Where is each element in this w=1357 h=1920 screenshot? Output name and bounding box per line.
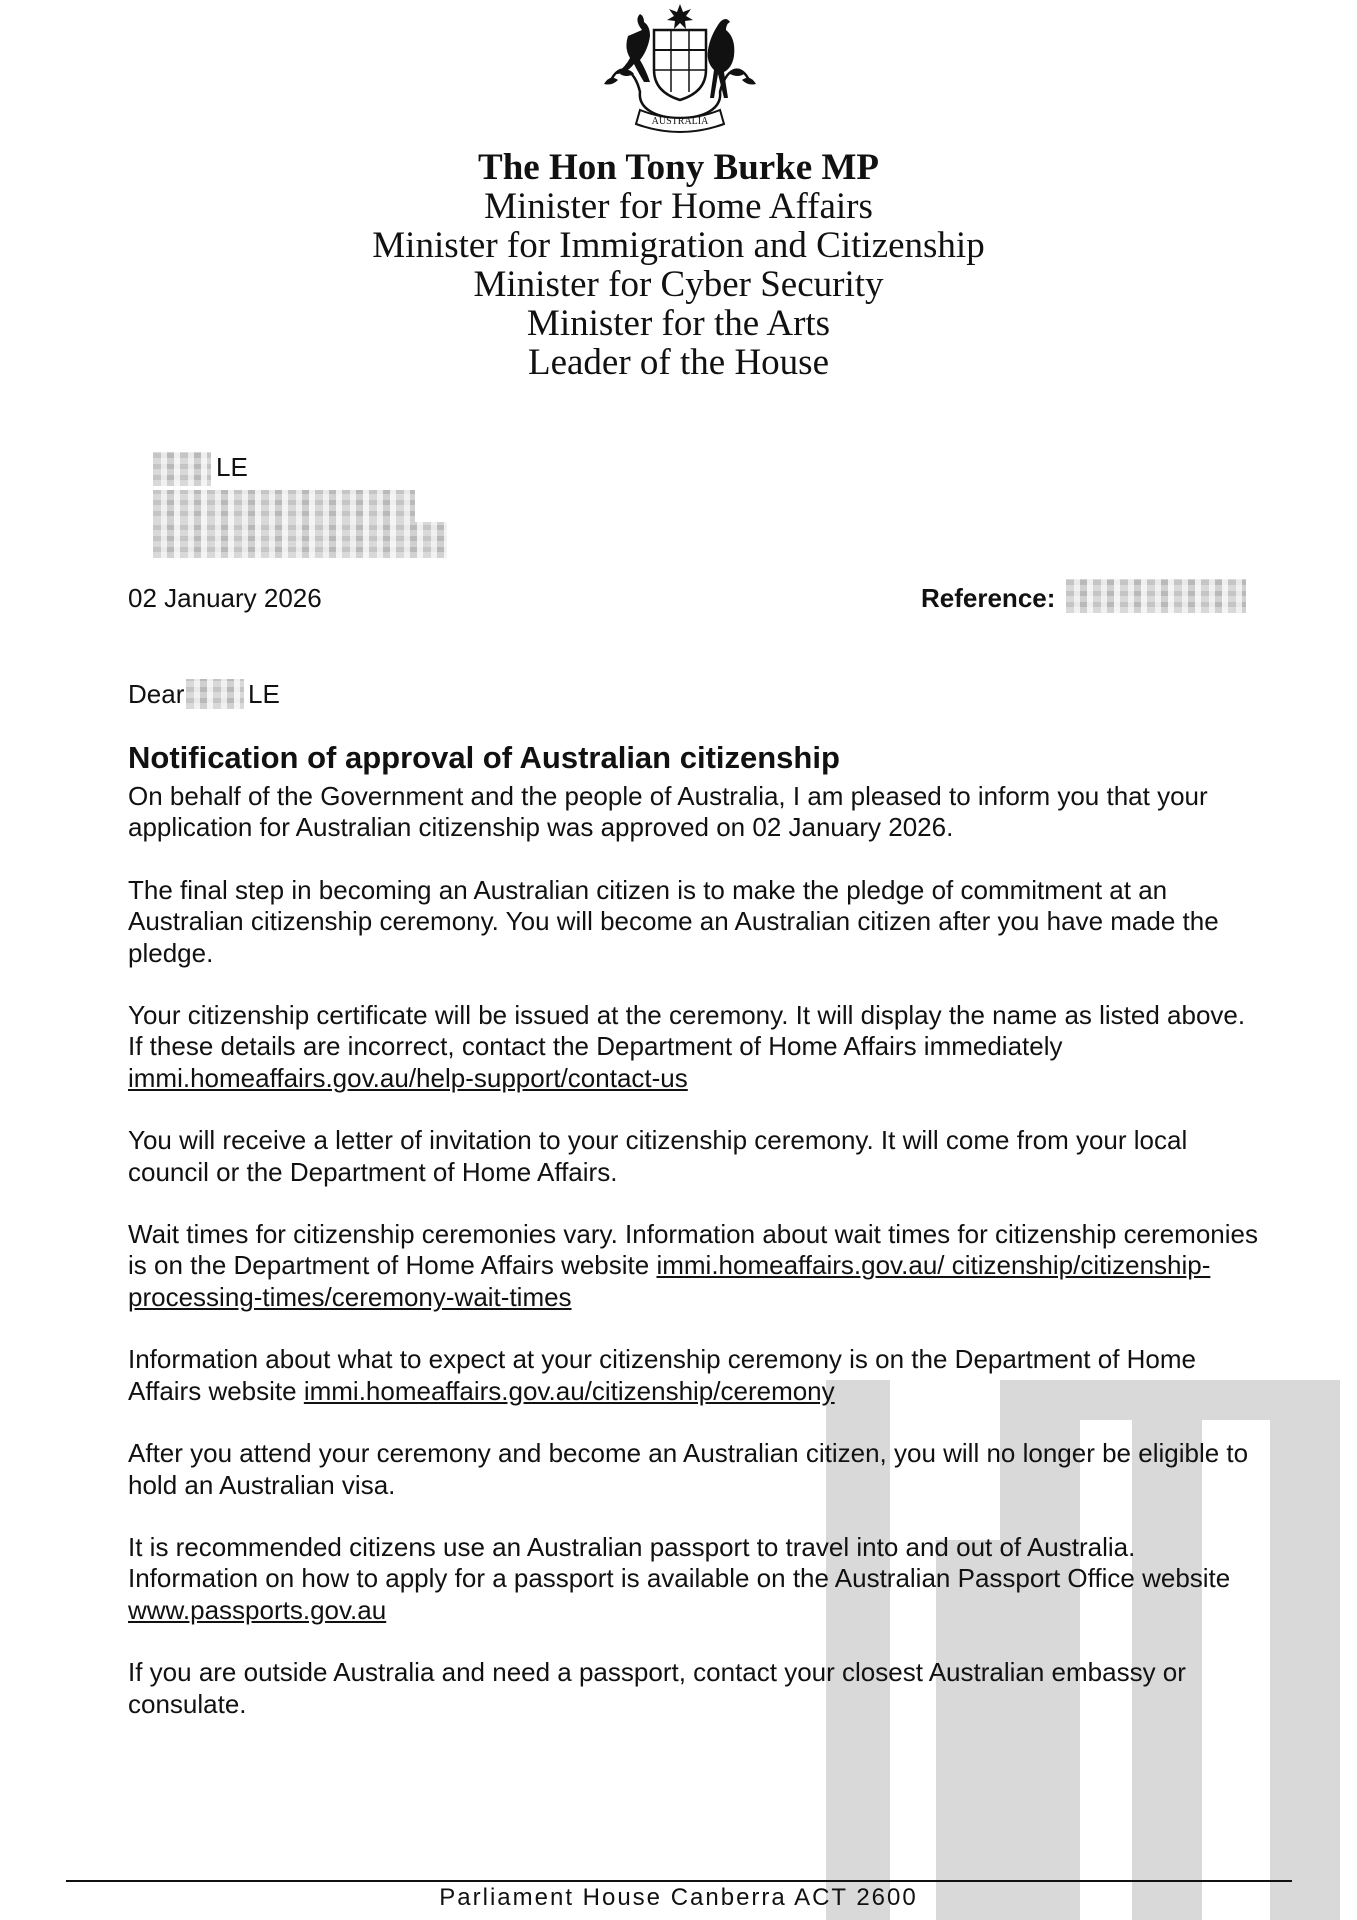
letter-date: 02 January 2026 [128, 583, 322, 613]
role-home-affairs: Minister for Home Affairs [484, 186, 873, 227]
reference-label: Reference: [921, 583, 1056, 613]
role-immigration: Minister for Immigration and Citizenship [372, 225, 985, 266]
paragraph-outside-australia: If you are outside Australia and need a passport, contact your closest Australian embassy or consulate. [128, 1657, 1186, 1719]
ceremony-link[interactable]: immi.homeaffairs.gov.au/citizenship/ceremony [303, 1375, 835, 1406]
passports-link[interactable]: www.passports.gov.au [128, 1594, 387, 1625]
paragraph-ceremony-info [128, 1344, 1258, 1407]
footer-address: Parliament House Canberra ACT 2600 [439, 1884, 918, 1911]
paragraph-certificate [128, 1000, 1258, 1094]
letter-title: Notification of approval of Australian citizenship [128, 740, 840, 775]
footer-divider [66, 1880, 1292, 1882]
redacted-address-line-1 [153, 490, 415, 522]
paragraph-passport-text: It is recommended citizens use an Australian passport to travel into and out of Australia. Information on how to apply for a passport is available on the Australian Passport Office website [128, 1531, 1231, 1594]
paragraph-certificate-text: Your citizenship certificate will be issued at the ceremony. It will display the name as listed above. If these details are incorrect, contact the Department of Home Affairs immediately [128, 1000, 1246, 1062]
letter-body [128, 781, 1258, 1751]
role-leader-of-house: Leader of the House [527, 342, 829, 383]
paragraph-invitation: You will receive a letter of invitation to your citizenship ceremony. It will come from your local council or the Department of Home Affairs. [128, 1125, 1188, 1187]
paragraph-final-step: The final step in becoming an Australian citizen is to make the pledge of commitment at an Australian citizenship ceremony. You will become an Australian citizen after you have made the pledge. [128, 874, 1219, 968]
role-arts: Minister for the Arts [526, 303, 831, 344]
paragraph-wait-times-text: Wait times for citizenship ceremonies vary. Information about wait times for citizenship ceremonies is on the Department of Home Affairs website [128, 1219, 1258, 1281]
contact-us-link[interactable]: immi.homeaffairs.gov.au/help-support/contact-us [128, 1062, 688, 1093]
paragraph-wait-times [128, 1219, 1258, 1313]
salutation-word: Dear [128, 679, 185, 709]
paragraph-visa: After you attend your ceremony and become an Australian citizen, you will no longer be eligible to hold an Australian visa. [128, 1438, 1249, 1500]
salutation-surname: LE [248, 679, 280, 709]
redacted-reference-number [1066, 579, 1246, 613]
watermark-bar-far-right [1270, 1380, 1340, 1920]
recipient-surname: LE [216, 452, 248, 482]
redacted-given-name [153, 452, 211, 486]
wait-times-link[interactable]: immi.homeaffairs.gov.au/ citizenship/citizenship-processing-times/ceremony-wait-times [128, 1250, 1211, 1312]
paragraph-approval: On behalf of the Government and the people of Australia, I am pleased to inform you that your application for Australian citizenship was approved on 02 January 2026. [128, 781, 1208, 843]
paragraph-passport [128, 1532, 1258, 1626]
minister-name: The Hon Tony Burke MP [478, 147, 879, 188]
redacted-salutation-name [186, 679, 244, 709]
paragraph-ceremony-info-text: Information about what to expect at your citizenship ceremony is on the Department of Home Affairs website [128, 1344, 1196, 1406]
australian-coat-of-arms-icon [580, 0, 780, 140]
minister-block [0, 148, 1357, 382]
role-cyber-security: Minister for Cyber Security [473, 264, 884, 305]
salutation [128, 679, 280, 710]
crest-banner-text: AUSTRALIA [651, 116, 709, 127]
redacted-address-line-2 [153, 522, 447, 558]
